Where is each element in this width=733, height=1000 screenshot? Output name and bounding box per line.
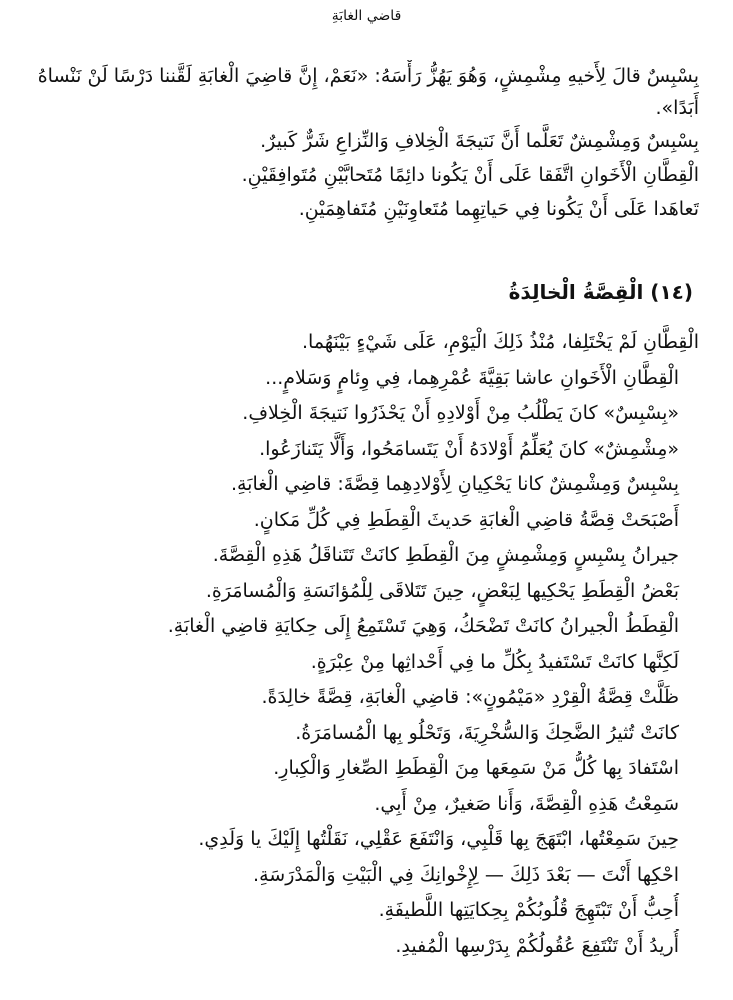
text-line: بِسْبِسٌ وَمِشْمِشٌ تَعَلَّما أَنَّ نَتيجَةَ الْخِلافِ وَالنِّزاعِ شَرٌّ كَبيرٌ. (260, 130, 699, 152)
text-line: أُحِبُّ أَنْ تَبْتَهِجَ قُلُوبُكُمْ بِحِكايَتِها اللَّطيفَةِ. (378, 899, 679, 921)
text-line: جيرانُ بِسْبِسٍ وَمِشْمِشٍ مِنَ الْقِطَطِ كانَتْ تَتَناقَلُ هَذِهِ الْقِصَّةَ. (212, 544, 679, 566)
text-line: بَعْضُ الْقِطَطِ يَحْكِيها لِبَعْضٍ، حِينَ تَتَلاقَى لِلْمُؤانَسَةِ وَالْمُسامَرَةِ. (205, 579, 679, 602)
text-line: «مِشْمِشٌ» كانَ يُعَلِّمُ أَوْلادَهُ أَنْ يَتَسامَحُوا، وَأَلَّا يَتَنازَعُوا. (259, 437, 679, 460)
text-line: كانَتْ تُثيرُ الضَّحِكَ وَالسُّخْرِيَةَ، وَتَحْلُو بِها الْمُسامَرَةُ. (295, 721, 679, 744)
text-line: حِينَ سَمِعْتُها، ابْتَهَجَ بِها قَلْبِي، وَانْتَفَعَ عَقْلِي، نَقَلْتُها إِلَيْكَ يا وَلَدِي. (198, 828, 679, 850)
text-line: الْقِطَّانِ الْأَخَوانِ اتَّفَقا عَلَى أَنْ يَكُونا دائِمًا مُتَحابَّيْنِ مُتَوافِقَيْنِ. (241, 164, 699, 186)
text-line: ظَلَّتْ قِصَّةُ الْقِرْدِ «مَيْمُونٍ»: قاضِي الْغابَةِ، قِصَّةً خالِدَةً. (261, 686, 679, 708)
text-line: سَمِعْتُ هَذِهِ الْقِصَّةَ، وَأَنا صَغيرٌ، مِنْ أَبِي. (374, 792, 679, 815)
text-line: أُريدُ أَنْ تَنْتَفِعَ عُقُولُكُمْ بِدَرْسِها الْمُفيدِ. (395, 934, 679, 957)
text-line: الْقِطَطُ الْجيرانُ كانَتْ تَضْحَكُ، وَهِيَ تَسْتَمِعُ إِلَى حِكايَةِ قاضِي الْغابَةِ. (167, 615, 679, 637)
text-line: بِسْبِسٌ وَمِشْمِشٌ كانا يَحْكِيانِ لِأَوْلادِهِما قِصَّةَ: قاضِي الْغابَةِ. (230, 473, 679, 495)
text-line: تَعاهَدا عَلَى أَنْ يَكُونا فِي حَياتِهِما مُتَعاوِنَيْنِ مُتَفاهِمَيْنِ. (298, 198, 699, 220)
intro-paragraph (30, 60, 699, 226)
text-line: «بِسْبِسٌ» كانَ يَطْلُبُ مِنْ أَوْلادِهِ أَنْ يَحْذَرُوا نَتيجَةَ الْخِلافِ. (242, 402, 679, 424)
text-line: الْقِطَّانِ الْأَخَوانِ عاشا بَقِيَّةَ عُمْرِهِما، فِي وِئامٍ وَسَلامٍ... (265, 366, 679, 389)
section-body (30, 325, 699, 964)
text-line: لَكِنَّها كانَتْ تَسْتَفيدُ بِكُلِّ ما فِي أَحْداثِها مِنْ عِبْرَةٍ. (310, 650, 679, 673)
text-line: اسْتَفادَ بِها كُلُّ مَنْ سَمِعَها مِنَ الْقِطَطِ الصِّغارِ وَالْكِبارِ. (273, 757, 679, 779)
text-line: احْكِها أَنْتَ — بَعْدَ ذَلِكَ — لِإِخْوانِكَ فِي الْبَيْتِ وَالْمَدْرَسَةِ. (253, 863, 679, 886)
text-line: الْقِطَّانِ لَمْ يَخْتَلِفا، مُنْذُ ذَلِكَ الْيَوْمِ، عَلَى شَيْءٍ بَيْنَهُما. (301, 331, 699, 353)
text-line: بِسْبِسٌ قالَ لِأَخيهِ مِشْمِشٍ، وَهُوَ يَهُزُّ رَأْسَهُ: «نَعَمْ، إِنَّ قاضِيَ الْغابَةِ لَقَّننا دَرْسًا لَنْ نَنْساهُ أَبَدًا». (37, 65, 699, 119)
running-header: قاضي الغابَةِ (331, 8, 402, 24)
section-title: (١٤) الْقِصَّةُ الْخالِدَةُ (508, 280, 693, 304)
text-line: أَصْبَحَتْ قِصَّةُ قاضِي الْغابَةِ حَديثَ الْقِطَطِ فِي كُلِّ مَكانٍ. (253, 508, 679, 531)
